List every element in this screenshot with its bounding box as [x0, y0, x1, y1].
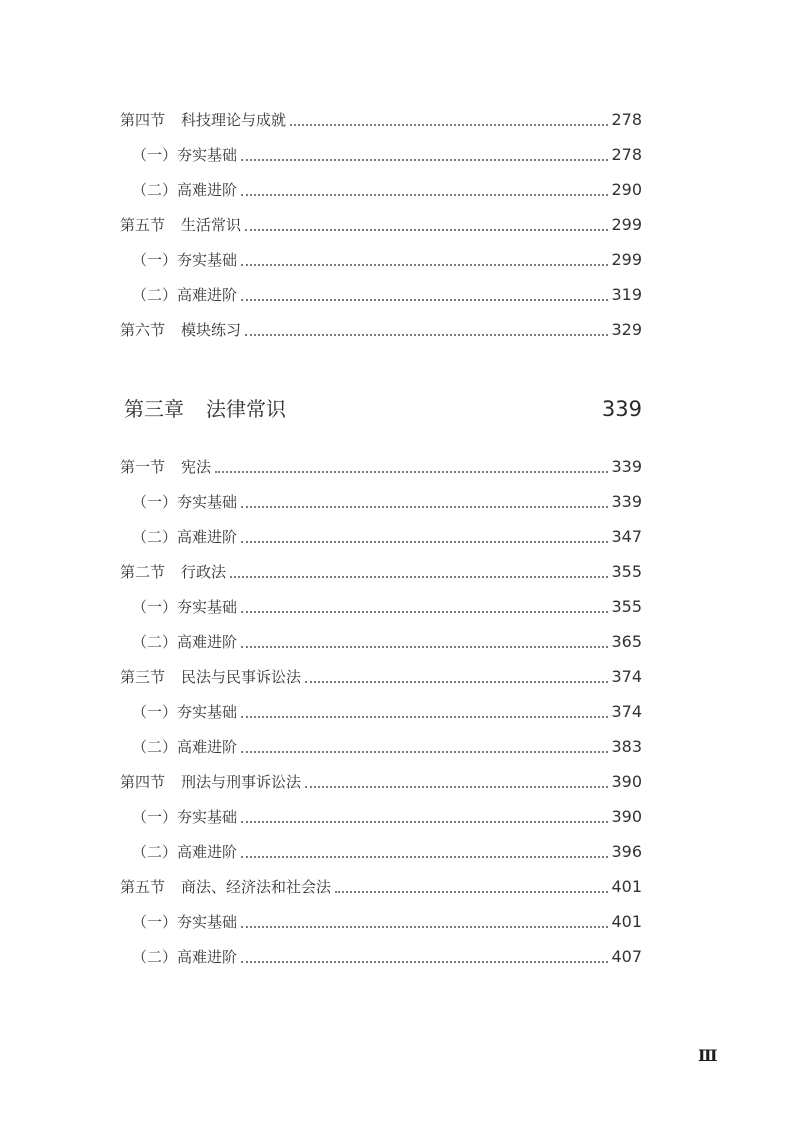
dot-leader	[241, 264, 608, 266]
page-number: 339	[611, 492, 642, 511]
toc-section-row[interactable]	[120, 661, 642, 687]
section-title: 生活常识	[181, 216, 242, 234]
subsection-number: （一）	[132, 598, 178, 616]
dot-leader	[241, 856, 608, 858]
toc-subsection-row[interactable]	[132, 486, 642, 512]
toc-section-row[interactable]	[120, 314, 642, 340]
dot-leader	[241, 961, 608, 963]
section-title: 民法与民事诉讼法	[181, 668, 302, 686]
page-number: 365	[611, 632, 642, 651]
chapter-title: 法律常识	[206, 397, 286, 421]
toc-section-row[interactable]	[120, 104, 642, 130]
page-number: 355	[611, 597, 642, 616]
dot-leader	[241, 926, 608, 928]
page-number: 401	[611, 912, 642, 931]
toc-subsection-row[interactable]	[132, 731, 642, 757]
dot-leader	[241, 506, 608, 508]
section-title: 商法、经济法和社会法	[181, 878, 332, 896]
subsection-number: （二）	[132, 948, 178, 966]
toc-subsection-row[interactable]	[132, 174, 642, 200]
page-number: 390	[611, 807, 642, 826]
section-number: 第五节	[120, 878, 166, 896]
section-number: 第五节	[120, 216, 166, 234]
section-number: 第四节	[120, 773, 166, 791]
subsection-number: （一）	[132, 703, 178, 721]
page-number: 396	[611, 842, 642, 861]
dot-leader	[305, 681, 608, 683]
page-number: 383	[611, 737, 642, 756]
subsection-number: （二）	[132, 181, 178, 199]
subsection-title: 高难进阶	[177, 286, 238, 304]
page-number: 319	[611, 285, 642, 304]
dot-leader	[215, 471, 608, 473]
subsection-title: 夯实基础	[177, 703, 238, 721]
page-number: 339	[611, 457, 642, 476]
dot-leader	[290, 124, 608, 126]
dot-leader	[241, 716, 608, 718]
subsection-number: （一）	[132, 251, 178, 269]
toc-section-row[interactable]	[120, 451, 642, 477]
section-number: 第一节	[120, 458, 166, 476]
folio-page-number: Ⅲ	[698, 1046, 718, 1065]
section-number: 第四节	[120, 111, 166, 129]
toc-subsection-row[interactable]	[132, 279, 642, 305]
subsection-number: （二）	[132, 528, 178, 546]
subsection-number: （二）	[132, 286, 178, 304]
page-number: 299	[611, 215, 642, 234]
subsection-number: （一）	[132, 913, 178, 931]
subsection-number: （二）	[132, 843, 178, 861]
page-number: 299	[611, 250, 642, 269]
toc-subsection-row[interactable]	[132, 626, 642, 652]
section-number: 第六节	[120, 321, 166, 339]
toc-subsection-row[interactable]	[132, 906, 642, 932]
subsection-number: （二）	[132, 633, 178, 651]
subsection-title: 高难进阶	[177, 528, 238, 546]
page-number: 374	[611, 702, 642, 721]
page-number: 407	[611, 947, 642, 966]
dot-leader	[241, 299, 608, 301]
dot-leader	[230, 576, 608, 578]
dot-leader	[241, 194, 608, 196]
dot-leader	[245, 229, 608, 231]
subsection-title: 高难进阶	[177, 843, 238, 861]
toc-section-row[interactable]	[120, 556, 642, 582]
dot-leader	[241, 159, 608, 161]
page-number: 329	[611, 320, 642, 339]
subsection-title: 夯实基础	[177, 251, 238, 269]
toc-subsection-row[interactable]	[132, 696, 642, 722]
dot-leader	[241, 541, 608, 543]
toc-subsection-row[interactable]	[132, 801, 642, 827]
chapter-heading[interactable]	[124, 392, 642, 422]
toc-subsection-row[interactable]	[132, 521, 642, 547]
subsection-title: 高难进阶	[177, 948, 238, 966]
toc-subsection-row[interactable]	[132, 941, 642, 967]
subsection-number: （二）	[132, 738, 178, 756]
chapter-label	[124, 396, 286, 422]
chapter-page-number: 339	[601, 397, 642, 421]
page-number: 390	[611, 772, 642, 791]
page-number: 278	[611, 110, 642, 129]
page-number: 401	[611, 877, 642, 896]
dot-leader	[245, 334, 608, 336]
dot-leader	[241, 821, 608, 823]
subsection-number: （一）	[132, 493, 178, 511]
section-title: 模块练习	[181, 321, 242, 339]
section-number: 第二节	[120, 563, 166, 581]
toc-section-row[interactable]	[120, 766, 642, 792]
section-title: 刑法与刑事诉讼法	[181, 773, 302, 791]
section-number: 第三节	[120, 668, 166, 686]
toc-section-row[interactable]	[120, 209, 642, 235]
subsection-title: 夯实基础	[177, 598, 238, 616]
subsection-title: 夯实基础	[177, 808, 238, 826]
section-title: 科技理论与成就	[181, 111, 287, 129]
page-number: 374	[611, 667, 642, 686]
toc-section-row[interactable]	[120, 871, 642, 897]
page-number: 290	[611, 180, 642, 199]
subsection-title: 夯实基础	[177, 913, 238, 931]
toc-subsection-row[interactable]	[132, 139, 642, 165]
dot-leader	[335, 891, 608, 893]
subsection-title: 高难进阶	[177, 738, 238, 756]
page-number: 278	[611, 145, 642, 164]
chapter-number: 第三章	[124, 397, 184, 421]
subsection-number: （一）	[132, 808, 178, 826]
dot-leader	[241, 751, 608, 753]
toc-subsection-row[interactable]	[132, 244, 642, 270]
subsection-title: 夯实基础	[177, 493, 238, 511]
page-number: 347	[611, 527, 642, 546]
dot-leader	[305, 786, 608, 788]
page-number: 355	[611, 562, 642, 581]
toc-subsection-row[interactable]	[132, 591, 642, 617]
dot-leader	[241, 611, 608, 613]
subsection-number: （一）	[132, 146, 178, 164]
toc-subsection-row[interactable]	[132, 836, 642, 862]
subsection-title: 高难进阶	[177, 181, 238, 199]
section-title: 宪法	[181, 458, 212, 476]
section-title: 行政法	[181, 563, 227, 581]
subsection-title: 高难进阶	[177, 633, 238, 651]
subsection-title: 夯实基础	[177, 146, 238, 164]
dot-leader	[241, 646, 608, 648]
